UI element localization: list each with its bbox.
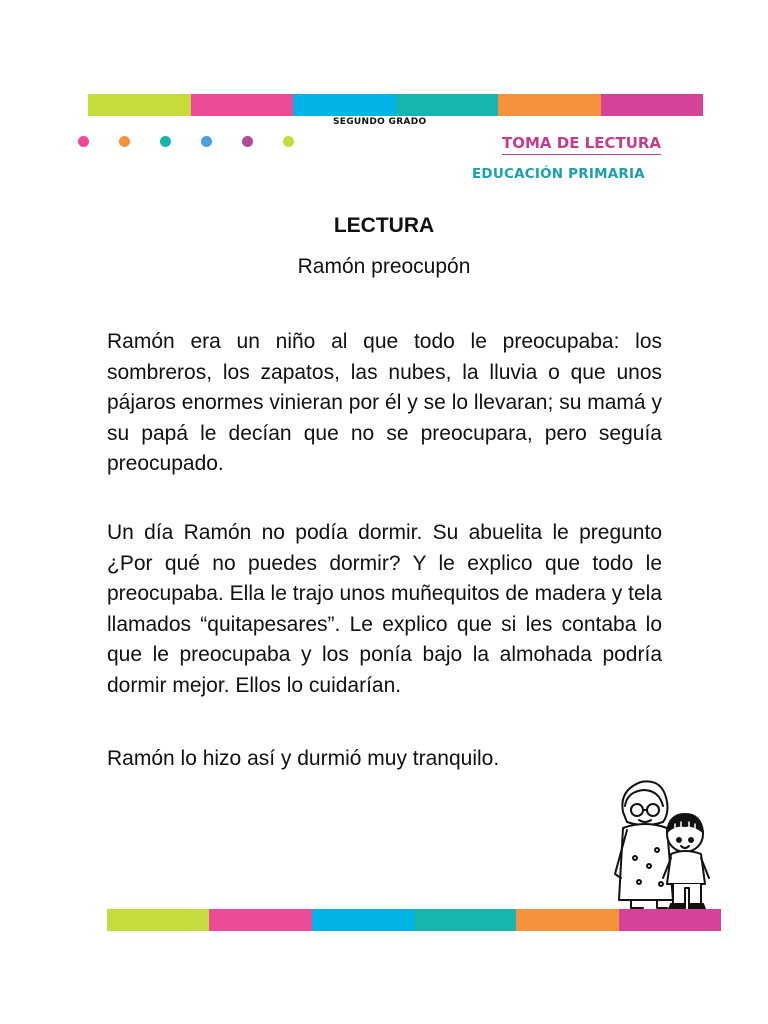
stripe-segment-orange <box>516 909 618 931</box>
stripe-segment-teal <box>414 909 516 931</box>
stripe-segment-green <box>107 909 209 931</box>
dot-orange <box>119 136 130 147</box>
stripe-segment-pink <box>209 909 311 931</box>
dot-green <box>283 136 294 147</box>
stripe-segment-magenta <box>619 909 721 931</box>
top-color-stripe <box>88 94 703 116</box>
dot-blue <box>201 136 212 147</box>
stripe-segment-blue <box>312 909 414 931</box>
level-label: EDUCACIÓN PRIMARIA <box>472 166 645 182</box>
stripe-segment-green <box>88 94 191 116</box>
decorative-dots <box>78 136 298 148</box>
dot-purple <box>242 136 253 147</box>
grade-label: SEGUNDO GRADO <box>333 117 427 127</box>
subject-label: TOMA DE LECTURA <box>502 134 661 155</box>
paragraph-1: Ramón era un niño al que todo le preocupaba: los sombreros, los zapatos, las nubes, la lluvia o que unos pájaros enormes vinieran por él y se lo llevaran; su mamá y su papá le decían que no se preocupara, pero seguía preocupado. <box>107 330 662 475</box>
stripe-segment-teal <box>396 94 499 116</box>
document-title: LECTURA <box>333 214 435 237</box>
dot-teal <box>160 136 171 147</box>
paragraph-3: Ramón lo hizo así y durmió muy tranquilo. <box>107 747 500 770</box>
bottom-color-stripe <box>107 909 721 931</box>
paragraph-2: Un día Ramón no podía dormir. Su abuelita le pregunto ¿Por qué no puedes dormir? Y le explico que todo le preocupaba. Ella le trajo unos muñequitos de madera y tela llamados “quitapesares”. Le explico que si les contaba lo que le preocupaba y los ponía bajo la almohada podría dormir mejor. Ellos lo cuidarían. <box>107 521 662 697</box>
stripe-segment-blue <box>293 94 396 116</box>
story-title: Ramón preocupón <box>297 255 471 278</box>
stripe-segment-magenta <box>601 94 704 116</box>
stripe-segment-orange <box>498 94 601 116</box>
grandmother-and-child-icon <box>605 762 717 912</box>
stripe-segment-pink <box>191 94 294 116</box>
dot-pink <box>78 136 89 147</box>
